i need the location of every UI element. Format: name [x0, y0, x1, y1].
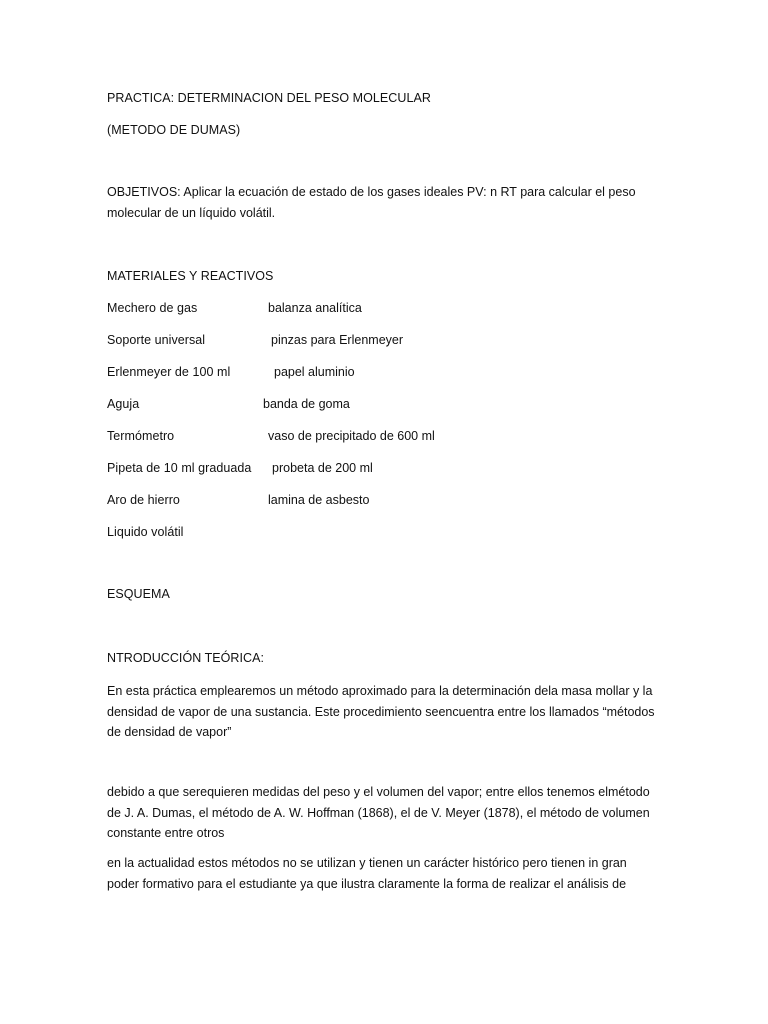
objetivos-paragraph — [107, 182, 667, 223]
material-item: Termómetro — [107, 429, 175, 443]
text-line: molecular de un líquido volátil. — [107, 205, 276, 220]
intro-paragraph-1 — [107, 681, 667, 743]
introduccion-heading: NTRODUCCIÓN TEÓRICA: — [107, 651, 265, 665]
esquema-heading: ESQUEMA — [107, 587, 170, 601]
material-item: probeta de 200 ml — [272, 461, 373, 475]
material-item: Erlenmeyer de 100 ml — [107, 365, 231, 379]
text-line: en la actualidad estos métodos no se utilizan y tienen un carácter histórico pero tienen in gran — [107, 856, 627, 870]
material-item: Mechero de gas — [107, 301, 198, 315]
material-item: Liquido volátil — [107, 525, 184, 539]
material-item: vaso de precipitado de 600 ml — [268, 429, 435, 443]
text-line: constante entre otros — [107, 826, 225, 840]
text-line: densidad de vapor de una sustancia. Este procedimiento seencuentra entre los llamados “métodos — [107, 704, 655, 719]
intro-paragraph-3 — [107, 853, 667, 894]
material-item: lamina de asbesto — [268, 493, 370, 507]
materiales-heading: MATERIALES Y REACTIVOS — [107, 269, 274, 283]
text-line: En esta práctica emplearemos un método aproximado para la determinación dela masa mollar y la — [107, 684, 653, 698]
material-item: Pipeta de 10 ml graduada — [107, 461, 252, 475]
material-item: pinzas para Erlenmeyer — [271, 333, 404, 347]
text-line: de J. A. Dumas, el método de A. W. Hoffman (1868), el de V. Meyer (1878), el método de volumen — [107, 805, 650, 820]
material-item: Soporte universal — [107, 333, 206, 347]
text-line: de densidad de vapor” — [107, 725, 232, 739]
document-title: PRACTICA: DETERMINACION DEL PESO MOLECULAR — [107, 91, 431, 105]
text-line: poder formativo para el estudiante ya que ilustra claramente la forma de realizar el análisis de — [107, 876, 627, 891]
document-subtitle: (METODO DE DUMAS) — [107, 123, 241, 137]
material-item: balanza analítica — [268, 301, 362, 315]
material-item: Aguja — [107, 397, 140, 411]
text-line: OBJETIVOS: Aplicar la ecuación de estado de los gases ideales PV: n RT para calcular el peso — [107, 185, 636, 199]
intro-paragraph-2 — [107, 782, 667, 844]
material-item: banda de goma — [263, 397, 350, 411]
text-line: debido a que serequieren medidas del peso y el volumen del vapor; entre ellos tenemos elmétodo — [107, 785, 650, 799]
material-item: papel aluminio — [274, 365, 355, 379]
material-item: Aro de hierro — [107, 493, 180, 507]
